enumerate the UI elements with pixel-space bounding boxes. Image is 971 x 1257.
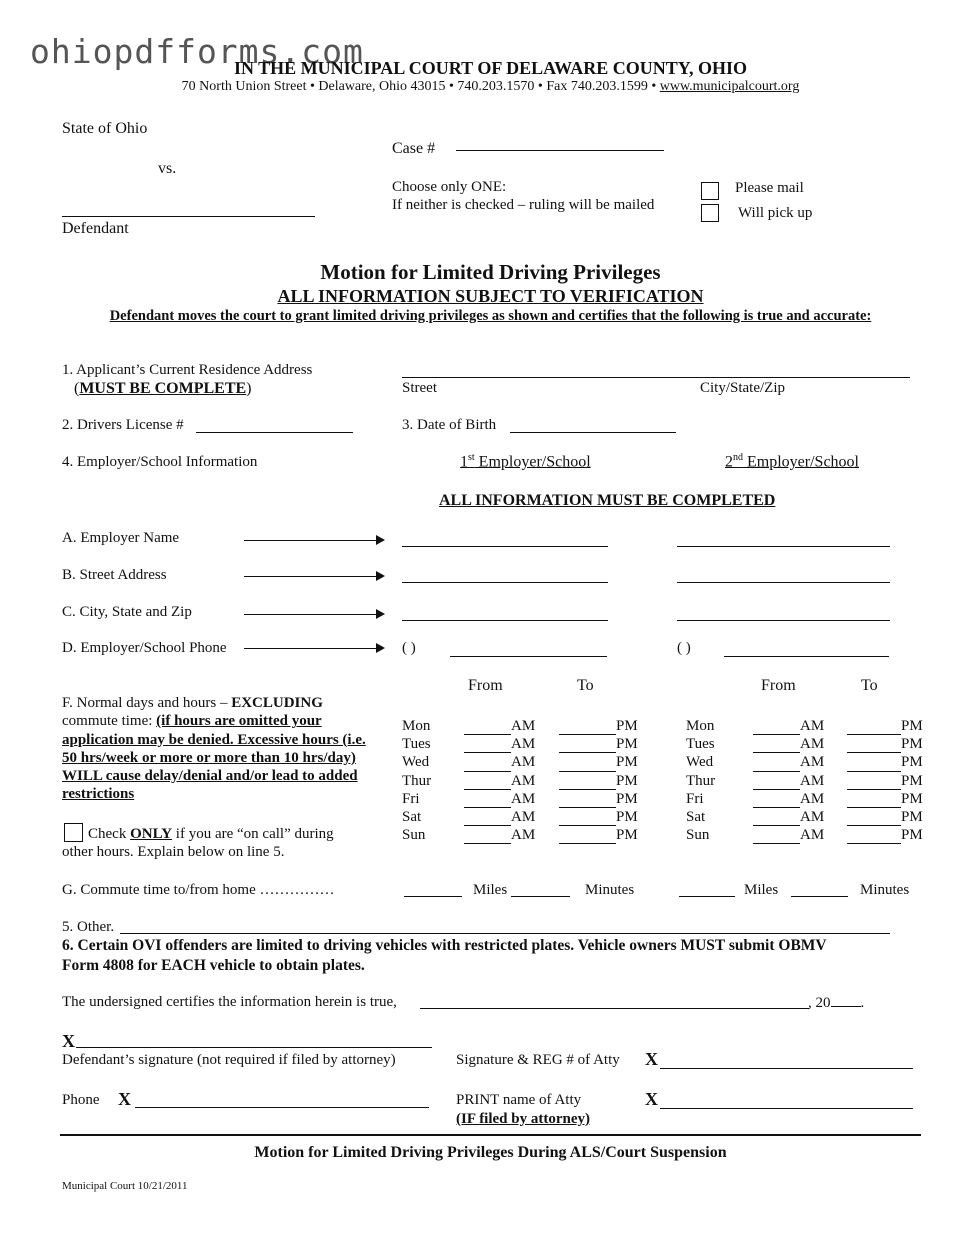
form-version: Municipal Court 10/21/2011 <box>62 1180 188 1192</box>
street-label: Street <box>402 380 437 396</box>
pm-label: PM <box>616 790 638 807</box>
drivers-license-label: 2. Drivers License # <box>62 417 184 433</box>
versus: vs. <box>158 160 177 177</box>
ovi-notice-line-2: Form 4808 for EACH vehicle to obtain plates. <box>62 957 365 974</box>
employer-name-label: A. Employer Name <box>62 530 180 546</box>
other-label: 5. Other. <box>62 919 115 935</box>
day-label: Tues <box>402 736 431 753</box>
from-time-field[interactable] <box>753 811 800 826</box>
on-call-checkbox[interactable] <box>64 823 83 842</box>
to-time-field[interactable] <box>847 738 901 753</box>
employer2-street-field[interactable] <box>677 582 890 583</box>
day-label: Thur <box>686 772 716 789</box>
to-time-field[interactable] <box>559 829 616 844</box>
employer1-city-field[interactable] <box>402 620 608 621</box>
am-label: AM <box>511 790 536 807</box>
pm-label: PM <box>901 736 923 753</box>
choose-one-label: Choose only ONE: <box>392 179 507 195</box>
emp1-to-header: To <box>577 677 594 694</box>
pm-label: PM <box>901 717 923 734</box>
court-heading: IN THE MUNICIPAL COURT OF DELAWARE COUNTY, OHIO <box>233 58 748 78</box>
from-time-field[interactable] <box>464 738 511 753</box>
court-website-link[interactable]: www.municipalcourt.org <box>659 79 800 94</box>
on-call-text-1: Check <box>88 826 131 842</box>
employer1-schedule <box>402 717 638 844</box>
day-label: Wed <box>686 754 714 771</box>
am-label: AM <box>511 754 536 771</box>
schedule-row-tues <box>686 735 923 753</box>
employer1-phone-field[interactable] <box>450 656 607 657</box>
schedule-row-wed <box>402 753 638 771</box>
to-time-field[interactable] <box>559 811 616 826</box>
schedule-row-wed <box>686 753 923 771</box>
court-address-text: 70 North Union Street • Delaware, Ohio 43015 • 740.203.1570 • Fax 740.203.1599 • <box>181 79 660 94</box>
defendant-signature-field[interactable] <box>76 1047 432 1048</box>
am-label: AM <box>511 772 536 789</box>
schedule-row-sat <box>686 808 923 826</box>
second-employer-num: 2 <box>725 453 733 471</box>
employer1-minutes-field[interactable] <box>511 896 570 897</box>
all-info-must-heading: ALL INFORMATION MUST BE COMPLETED <box>439 492 776 509</box>
residence-address-label: 1. Applicant’s Current Residence Address <box>62 362 313 378</box>
employer-phone-label: D. Employer/School Phone <box>62 640 227 656</box>
f-warning-line-5: restrictions <box>62 786 135 803</box>
drivers-license-field[interactable] <box>196 432 353 433</box>
from-time-field[interactable] <box>753 793 800 808</box>
footer-title: Motion for Limited Driving Privileges During ALS/Court Suspension <box>254 1144 727 1161</box>
day-label: Tues <box>686 736 715 753</box>
phone-x: X <box>118 1089 131 1109</box>
to-time-field[interactable] <box>847 775 901 790</box>
pm-label: PM <box>616 754 638 771</box>
day-label: Wed <box>402 754 430 771</box>
print-attorney-label: PRINT name of Atty <box>456 1092 582 1108</box>
am-label: AM <box>800 808 825 825</box>
am-label: AM <box>800 754 825 771</box>
to-time-field[interactable] <box>559 720 616 735</box>
date-of-birth-label: 3. Date of Birth <box>402 417 497 433</box>
ovi-notice-line-1: 6. Certain OVI offenders are limited to driving vehicles with restricted plates. Vehicle owners MUST submit OBMV <box>62 937 827 954</box>
employer-name-arrow <box>244 540 383 541</box>
day-label: Fri <box>686 790 704 807</box>
attorney-signature-label: Signature & REG # of Atty <box>456 1052 620 1068</box>
case-number-label: Case # <box>392 140 436 157</box>
print-attorney-x: X <box>645 1089 658 1109</box>
am-label: AM <box>800 790 825 807</box>
to-time-field[interactable] <box>847 829 901 844</box>
employer1-area-code: ( ) <box>402 640 416 656</box>
must-be-complete-note: (MUST BE COMPLETE) <box>74 380 252 397</box>
from-time-field[interactable] <box>753 738 800 753</box>
pm-label: PM <box>901 827 923 844</box>
schedule-row-thur <box>402 772 638 790</box>
to-time-field[interactable] <box>847 757 901 772</box>
schedule-row-mon <box>402 717 638 735</box>
year-prefix: , 20 <box>808 995 831 1011</box>
verification-subtitle: ALL INFORMATION SUBJECT TO VERIFICATION <box>277 286 704 306</box>
emp1-from-header: From <box>468 677 503 694</box>
residence-address-field[interactable] <box>402 377 910 378</box>
to-time-field[interactable] <box>847 720 901 735</box>
f-label-text: F. Normal days and hours – <box>62 695 232 711</box>
schedule-row-tues <box>402 735 638 753</box>
year-suffix: . <box>860 995 865 1011</box>
schedule-row-sat <box>402 808 638 826</box>
phone-field[interactable] <box>135 1107 429 1108</box>
to-time-field[interactable] <box>847 811 901 826</box>
attorney-signature-field[interactable] <box>660 1068 913 1069</box>
am-label: AM <box>800 827 825 844</box>
will-pick-up-label: Will pick up <box>738 205 813 221</box>
normal-hours-label <box>62 694 392 804</box>
first-employer-num: 1 <box>460 453 468 471</box>
f-warning-line-4: WILL cause delay/denial and/or lead to added <box>62 768 358 785</box>
to-time-field[interactable] <box>559 793 616 808</box>
watermark: ohiopdfforms.com <box>30 32 364 71</box>
defendant-label: Defendant <box>62 220 129 237</box>
year-field[interactable] <box>831 994 861 1007</box>
am-label: AM <box>511 736 536 753</box>
to-time-field[interactable] <box>847 793 901 808</box>
day-label: Mon <box>402 718 431 734</box>
employer2-miles-field[interactable] <box>679 896 735 897</box>
from-time-field[interactable] <box>464 757 511 772</box>
on-call-text-2: if you are “on call” during <box>172 826 334 842</box>
day-label: Mon <box>686 718 715 734</box>
schedule-row-sun <box>402 826 638 844</box>
print-attorney-field[interactable] <box>660 1108 913 1109</box>
to-time-field[interactable] <box>559 757 616 772</box>
first-employer-text: Employer/School <box>474 453 591 471</box>
city-state-zip-row-label: C. City, State and Zip <box>62 604 192 620</box>
am-label: AM <box>511 717 536 734</box>
employer2-area-code: ( ) <box>677 640 691 656</box>
if-filed-by-attorney: (IF filed by attorney) <box>456 1111 591 1127</box>
day-label: Fri <box>402 790 420 807</box>
on-call-label <box>88 826 334 843</box>
pm-label: PM <box>616 736 638 753</box>
certification-year <box>808 994 864 1012</box>
day-label: Sat <box>402 808 422 825</box>
schedule-row-mon <box>686 717 923 735</box>
to-time-field[interactable] <box>559 775 616 790</box>
second-employer-sup: nd <box>733 452 743 463</box>
must-be-complete-text: MUST BE COMPLETE <box>79 380 247 397</box>
employer1-miles-label: Miles <box>473 882 508 898</box>
employer2-miles-label: Miles <box>744 882 779 898</box>
second-employer-heading <box>725 452 859 471</box>
f-label-commute: commute time: <box>62 713 157 730</box>
from-time-field[interactable] <box>753 775 800 790</box>
state-of-ohio: State of Ohio <box>62 120 148 137</box>
f-warning-line-2: application may be denied. Excessive hours (i.e. <box>62 731 366 748</box>
certification-text: The undersigned certifies the information herein is true, <box>62 994 397 1010</box>
case-number-field[interactable] <box>456 150 664 151</box>
date-of-birth-field[interactable] <box>510 432 676 433</box>
street-address-label: B. Street Address <box>62 567 167 583</box>
court-address <box>0 79 971 95</box>
f-label-excluding: EXCLUDING <box>231 695 323 711</box>
employer1-name-field[interactable] <box>402 546 608 547</box>
from-time-field[interactable] <box>464 811 511 826</box>
from-time-field[interactable] <box>464 775 511 790</box>
commute-time-label: G. Commute time to/from home …………… <box>62 882 335 898</box>
employer-phone-arrow <box>244 648 383 649</box>
city-state-zip-arrow <box>244 614 383 615</box>
employer1-minutes-label: Minutes <box>585 882 635 898</box>
first-employer-sup: st <box>468 452 475 463</box>
attorney-sig-x: X <box>645 1049 658 1069</box>
from-time-field[interactable] <box>464 793 511 808</box>
form-title: Motion for Limited Driving Privileges <box>320 260 661 284</box>
f-warning-line-3: 50 hrs/week or more or more than 10 hrs/day) <box>62 749 356 766</box>
to-time-field[interactable] <box>559 738 616 753</box>
employer2-schedule <box>686 717 923 844</box>
second-employer-text: Employer/School <box>743 453 859 471</box>
employer2-city-field[interactable] <box>677 620 890 621</box>
neither-checked-note: If neither is checked – ruling will be mailed <box>392 197 655 213</box>
employer1-street-field[interactable] <box>402 582 608 583</box>
from-time-field[interactable] <box>753 720 800 735</box>
from-time-field[interactable] <box>464 720 511 735</box>
am-label: AM <box>511 827 536 844</box>
will-pick-up-checkbox[interactable] <box>701 204 719 222</box>
am-label: AM <box>800 736 825 753</box>
pm-label: PM <box>616 808 638 825</box>
street-address-arrow <box>244 576 383 577</box>
certification-statement: Defendant moves the court to grant limited driving privileges as shown and certifies that the following is true and accurate: <box>109 308 872 324</box>
on-call-explain: other hours. Explain below on line 5. <box>62 844 285 860</box>
defendant-name-line[interactable] <box>62 216 315 217</box>
defendant-sig-x: X <box>62 1031 75 1051</box>
employer2-minutes-field[interactable] <box>791 896 848 897</box>
schedule-row-sun <box>686 826 923 844</box>
phone-label: Phone <box>62 1092 100 1108</box>
am-label: AM <box>511 808 536 825</box>
day-label: Sun <box>402 827 426 844</box>
please-mail-label: Please mail <box>735 180 804 196</box>
employer2-name-field[interactable] <box>677 546 890 547</box>
footer-divider <box>60 1134 921 1136</box>
schedule-row-thur <box>686 772 923 790</box>
employer1-miles-field[interactable] <box>404 896 462 897</box>
other-field[interactable] <box>120 933 890 934</box>
from-time-field[interactable] <box>753 829 800 844</box>
employer2-phone-field[interactable] <box>724 656 889 657</box>
day-label: Sat <box>686 808 706 825</box>
certification-date-field[interactable] <box>420 1008 809 1009</box>
pm-label: PM <box>616 827 638 844</box>
on-call-only: ONLY <box>130 826 173 842</box>
city-state-zip-label: City/State/Zip <box>700 380 785 396</box>
day-label: Sun <box>686 827 710 844</box>
employer-info-label: 4. Employer/School Information <box>62 454 258 470</box>
from-time-field[interactable] <box>753 757 800 772</box>
first-employer-heading <box>460 452 591 471</box>
am-label: AM <box>800 772 825 789</box>
from-time-field[interactable] <box>464 829 511 844</box>
pm-label: PM <box>616 772 638 789</box>
pm-label: PM <box>901 754 923 771</box>
employer2-minutes-label: Minutes <box>860 882 910 898</box>
am-label: AM <box>800 717 825 734</box>
pm-label: PM <box>616 717 638 734</box>
please-mail-checkbox[interactable] <box>701 182 719 200</box>
pm-label: PM <box>901 790 923 807</box>
day-label: Thur <box>402 772 432 789</box>
emp2-from-header: From <box>761 677 796 694</box>
pm-label: PM <box>901 808 923 825</box>
schedule-row-fri <box>402 790 638 808</box>
pm-label: PM <box>901 772 923 789</box>
schedule-row-fri <box>686 790 923 808</box>
emp2-to-header: To <box>861 677 878 694</box>
defendant-signature-label: Defendant’s signature (not required if filed by attorney) <box>62 1052 396 1068</box>
f-warning-line-1: (if hours are omitted your <box>156 713 322 730</box>
